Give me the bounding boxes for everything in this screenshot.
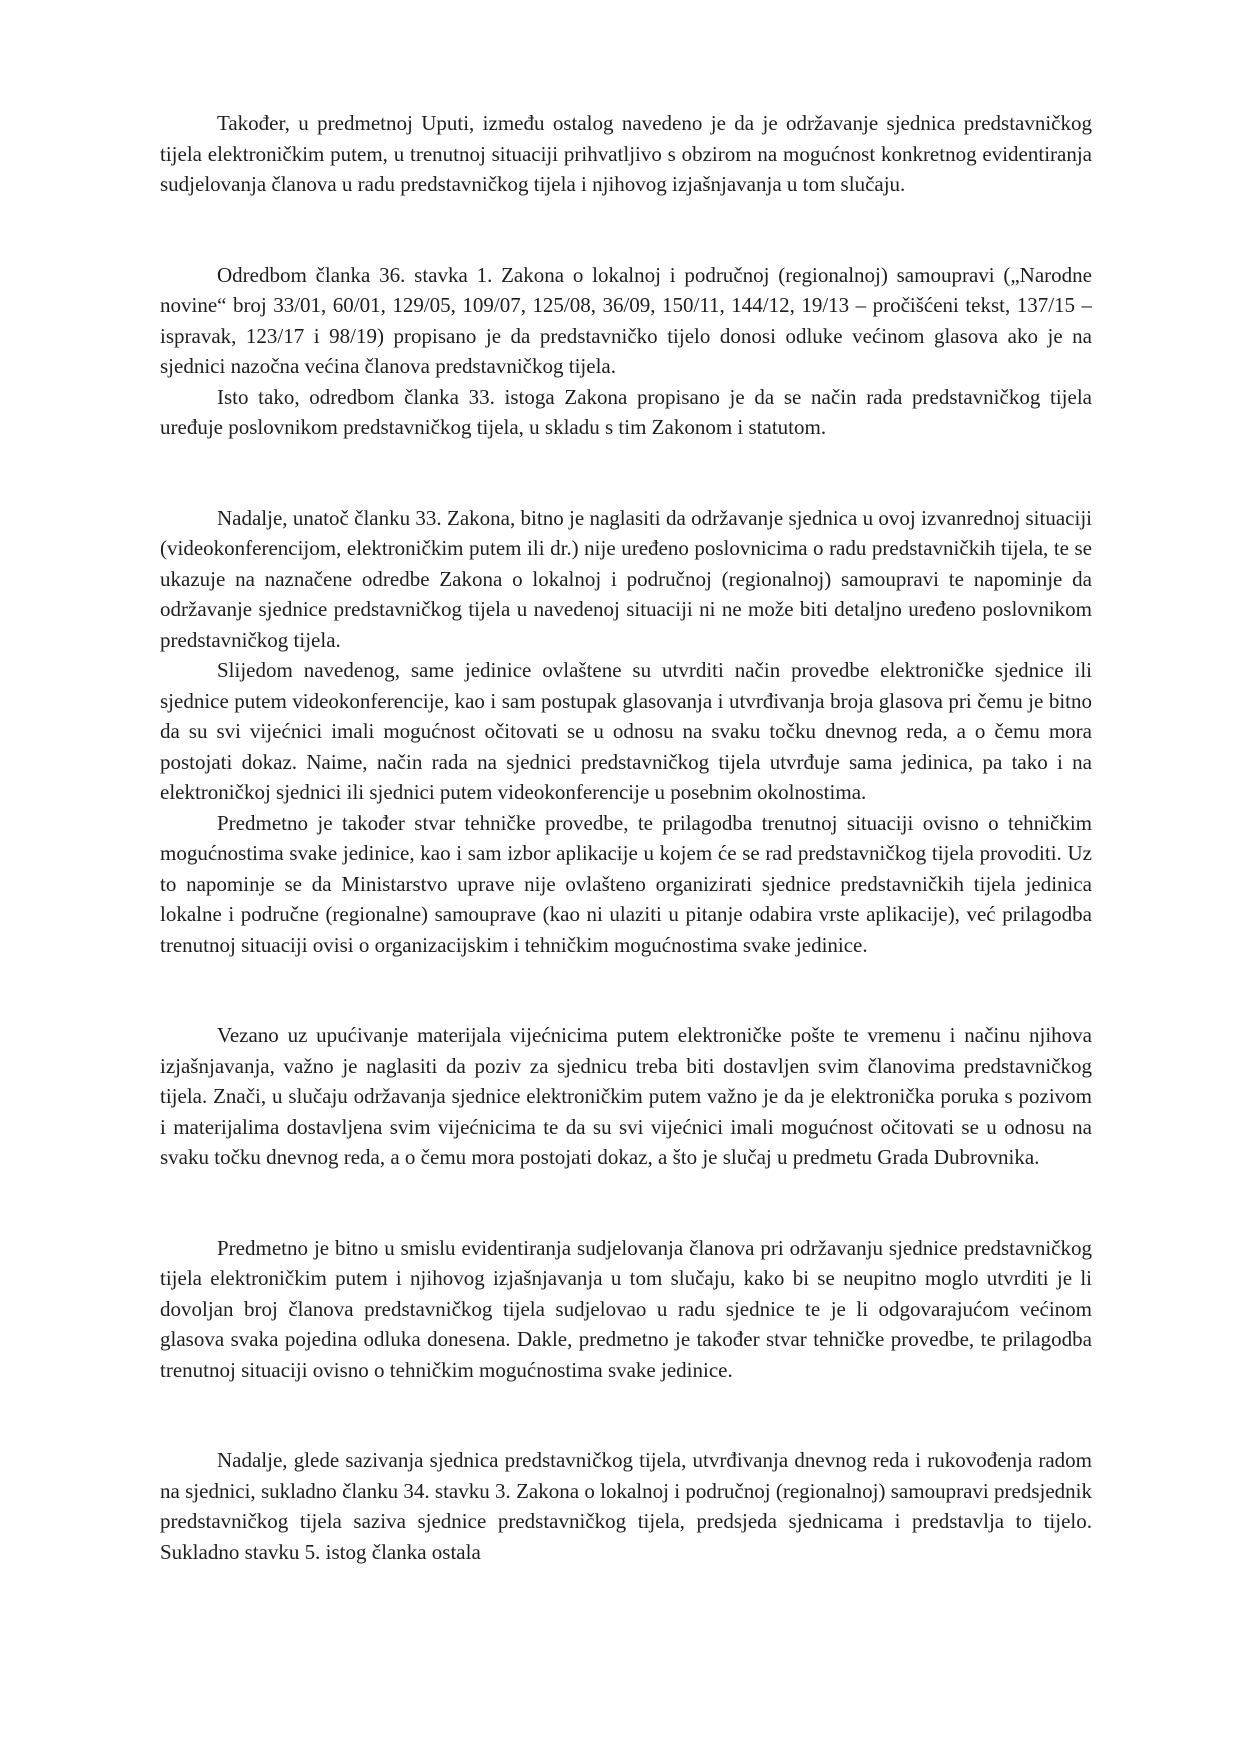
paragraph-clanak-33: Isto tako, odredbom članka 33. istoga Zakona propisano je da se način rada predstavničkog tijela uređuje poslovnikom predstavničkog tijela, u skladu s tim Zakonom i statutom.	[160, 384, 1092, 439]
document-body	[160, 108, 1092, 1567]
paragraph-upucivanje-materijala: Vezano uz upućivanje materijala vijećnicima putem elektroničke pošte te vremenu i načinu njihova izjašnjavanja, važno je naglasiti da poziv za sjednicu treba biti dostavljen svim članovima predstavničkog tijela. Znači, u slučaju održavanja sjednice elektroničkim putem važno je da je elektronička poruka s pozivom i materijalima dostavljena svim vijećnicima te da su svi vijećnici imali mogućnost očitovati se u odnosu na svaku točku dnevnog reda, a o čemu mora postojati dokaz, a što je slučaj u predmetu Grada Dubrovnika.	[160, 1023, 1092, 1169]
paragraph-evidentiranje-sudjelovanja: Predmetno je bitno u smislu evidentiranja sudjelovanja članova pri održavanju sjednice predstavničkog tijela elektroničkim putem i njihovog izjašnjavanja u tom slučaju, kako bi se neupitno moglo utvrditi je li dovoljan broj članova predstavničkog tijela sudjelovao u radu sjednice te je li odgovarajućom većinom glasova svaka pojedina odluka donesena. Dakle, predmetno je također stvar tehničke provedbe, te prilagodba trenutnoj situaciji ovisno o tehničkim mogućnostima svake jedinice.	[160, 1235, 1092, 1382]
paragraph-ovlastenja-jedinica: Slijedom navedenog, same jedinice ovlaštene su utvrditi način provedbe elektroničke sjednice ili sjednice putem videokonferencije, kao i sam postupak glasovanja i utvrđivanja broja glasova pri čemu je bitno da su svi vijećnici imali mogućnost očitovati se u odnosu na svaku točku dnevnog reda, a o čemu mora postojati dokaz. Naime, način rada na sjednici predstavničkog tijela utvrđuje sama jedinica, pa tako i na elektroničkoj sjednici ili sjednici putem videokonferencije u posebnim okolnostima.	[160, 658, 1092, 804]
paragraph-clanak-36: Odredbom članka 36. stavka 1. Zakona o lokalnoj i područnoj (regionalnoj) samoupravi („Narodne novine“ broj 33/01, 60/01, 129/05, 109/07, 125/08, 36/09, 150/11, 144/12, 19/13 – pročišćeni tekst, 137/15 – ispravak, 123/17 i 98/19) propisano je da predstavničko tijelo donosi odluke većinom glasova ako je na sjednici nazočna većina članova predstavničkog tijela.	[160, 262, 1092, 378]
paragraph-uputa-elektronicke-sjednice: Također, u predmetnoj Uputi, između ostalog navedeno je da je održavanje sjednica predstavničkog tijela elektroničkim putem, u trenutnoj situaciji prihvatljivo s obzirom na mogućnost konkretnog evidentiranja sudjelovanja članova u radu predstavničkog tijela i njihovog izjašnjavanja u tom slučaju.	[160, 111, 1092, 196]
paragraph-izvanredna-situacija: Nadalje, unatoč članku 33. Zakona, bitno je naglasiti da održavanje sjednica u ovoj izvanrednoj situaciji (videokonferencijom, elektroničkim putem ili dr.) nije uređeno poslovnicima o radu predstavničkih tijela, te se ukazuje na naznačene odredbe Zakona o lokalnoj i područnoj (regionalnoj) samoupravi te napominje da održavanje sjednice predstavničkog tijela u navedenoj situaciji ni ne može biti detaljno uređeno poslovnikom predstavničkog tijela.	[160, 505, 1092, 652]
paragraph-sazivanje-sjednica: Nadalje, glede sazivanja sjednica predstavničkog tijela, utvrđivanja dnevnog reda i rukovođenja radom na sjednici, sukladno članku 34. stavku 3. Zakona o lokalnoj i područnoj (regionalnoj) samoupravi predsjednik predstavničkog tijela saziva sjednice predstavničkog tijela, predsjeda sjednicama i predstavlja to tijelo. Sukladno stavku 5. istog članka ostala	[160, 1448, 1092, 1564]
paragraph-tehnicka-provedba: Predmetno je također stvar tehničke provedbe, te prilagodba trenutnoj situaciji ovisno o tehničkim mogućnostima svake jedinice, kao i sam izbor aplikacije u kojem će se rad predstavničkog tijela provoditi. Uz to napominje se da Ministarstvo uprave nije ovlašteno organizirati sjednice predstavničkih tijela jedinica lokalne i područne (regionalne) samouprave (kao ni ulaziti u pitanje odabira vrste aplikacije), već prilagodba trenutnoj situaciji ovisi o organizacijskim i tehničkim mogućnostima svake jedinice.	[160, 810, 1092, 957]
